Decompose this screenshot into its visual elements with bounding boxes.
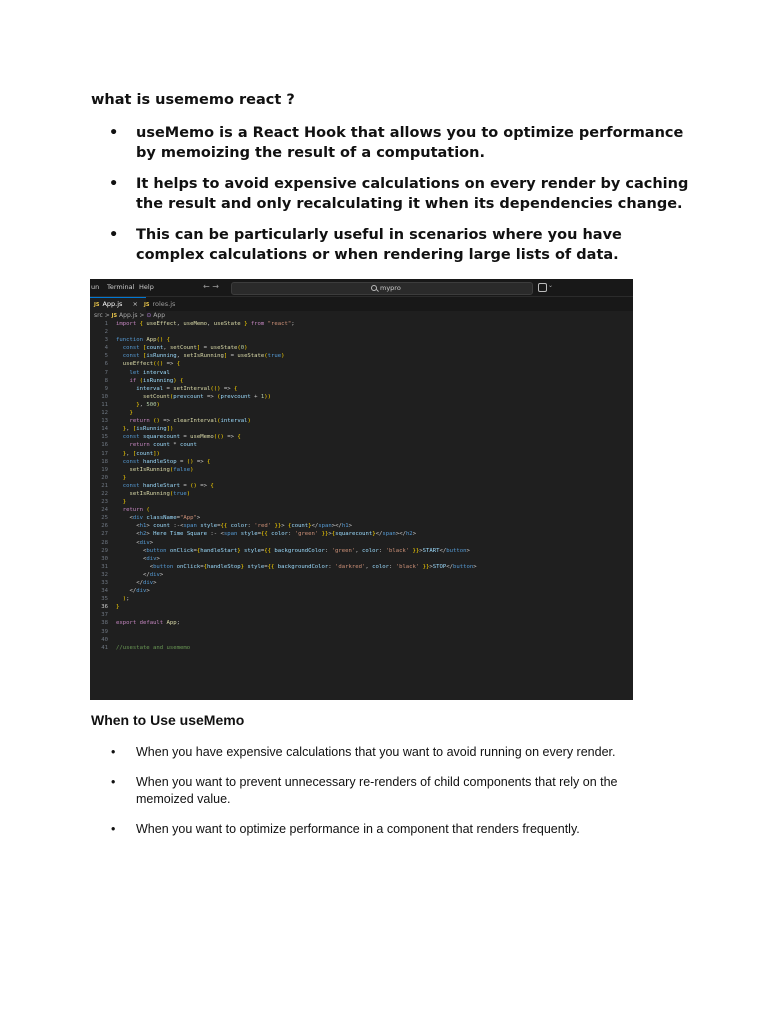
- code-line: [90, 498, 633, 506]
- code-text: import { useEffect, useMemo, useState } from "react";: [116, 321, 295, 327]
- code-line: [90, 352, 633, 360]
- list-item: [91, 124, 691, 163]
- line-number: 39: [101, 628, 108, 635]
- list-item: [91, 774, 651, 809]
- list-item: [91, 744, 651, 762]
- code-text: <button onClick={handleStop} style={{ backgroundColor: 'darkred', color: 'black' }}>STOP</button>: [149, 563, 477, 570]
- code-line: [90, 619, 633, 627]
- code-text: const [isRunning, setIsRunning] = useState(true): [122, 353, 285, 360]
- code-text: </div>: [129, 588, 150, 595]
- code-text: );: [122, 596, 130, 603]
- code-line: [90, 563, 633, 571]
- list-item-text: useMemo is a React Hook that allows you to optimize performance by memoizing the result of a computation.: [136, 125, 684, 161]
- intro-bullet-list: [91, 124, 691, 277]
- code-line: [90, 555, 633, 563]
- code-line: [90, 611, 633, 619]
- code-text: //usestate and usememo: [116, 644, 191, 651]
- line-number: 5: [104, 353, 108, 360]
- code-line: [90, 482, 633, 490]
- code-line: [90, 409, 633, 417]
- bullet-icon: •: [109, 176, 119, 192]
- code-text: let interval: [129, 369, 170, 376]
- code-text: }: [122, 499, 127, 506]
- code-text: return () => clearInterval(interval): [129, 418, 251, 425]
- line-number: 9: [104, 385, 108, 392]
- code-line: [90, 425, 633, 433]
- code-text: <h2> Here Time Square :- <span style={{ color: 'green' }}>{squarecount}</span></h2>: [136, 531, 417, 538]
- line-number: 6: [104, 361, 108, 368]
- code-line: [90, 474, 633, 482]
- code-text: <h1> count :-<span style={{ color: 'red' }}> {count}</span></h1>: [136, 523, 353, 530]
- line-number: 37: [101, 612, 108, 619]
- line-number: 13: [101, 418, 108, 425]
- list-item-text: When you want to prevent unnecessary re-renders of child components that rely on the memoized value.: [136, 774, 618, 806]
- usage-bullet-list: [91, 744, 651, 850]
- code-line: [90, 377, 633, 385]
- bullet-icon: •: [111, 821, 116, 836]
- code-line: [90, 547, 633, 555]
- code-line: [90, 539, 633, 547]
- line-number: 7: [104, 369, 108, 376]
- list-item-text: This can be particularly useful in scenarios where you have complex calculations or when rendering large lists of data.: [136, 227, 622, 263]
- code-text: }, 500): [136, 401, 160, 408]
- code-line: [90, 320, 633, 328]
- code-area: [90, 320, 633, 652]
- code-line: [90, 490, 633, 498]
- breadcrumb-file: App.js: [119, 312, 138, 319]
- code-text: useEffect(() => {: [122, 361, 181, 368]
- code-text: const handleStart = () => {: [122, 482, 214, 489]
- code-text: interval = setInterval(() => {: [136, 385, 238, 392]
- line-number: 19: [101, 466, 108, 473]
- breadcrumb: [94, 312, 165, 319]
- line-number: 31: [101, 563, 108, 570]
- code-line: [90, 530, 633, 538]
- code-line: [90, 433, 633, 441]
- line-number: 2: [104, 329, 108, 336]
- tab-label: App.js: [102, 300, 123, 308]
- code-line: [90, 450, 633, 458]
- line-number: 30: [101, 555, 108, 562]
- line-number: 17: [101, 450, 108, 457]
- menu-item-run: un: [91, 283, 100, 291]
- code-editor-screenshot: [90, 279, 633, 700]
- list-item-text: It helps to avoid expensive calculations on every render by caching the result and only recalculating it when its dependencies change.: [136, 176, 689, 212]
- code-text: <div>: [136, 539, 154, 546]
- breadcrumb-symbol: App: [153, 312, 166, 319]
- line-number: 12: [101, 410, 108, 417]
- page-title: what is usememo react ?: [91, 92, 295, 108]
- code-line: [90, 393, 633, 401]
- code-line: [90, 360, 633, 368]
- chevron-down-icon: ⌄: [548, 282, 554, 289]
- code-text: </div>: [142, 571, 164, 578]
- code-text: <div>: [142, 555, 160, 562]
- code-text: <div className="App">: [129, 515, 201, 522]
- code-text: </div>: [136, 580, 157, 586]
- line-number: 8: [104, 377, 108, 384]
- code-line: [90, 595, 633, 603]
- nav-arrows-icon: ← →: [203, 282, 219, 291]
- list-item: [91, 821, 651, 839]
- search-text: mypro: [380, 284, 401, 292]
- code-text: return count * count: [129, 442, 197, 449]
- code-line: [90, 628, 633, 636]
- line-number: 18: [101, 458, 108, 465]
- code-text: setIsRunning(false): [129, 466, 194, 473]
- line-number: 16: [101, 442, 108, 449]
- code-line: [90, 417, 633, 425]
- command-center-search: [231, 282, 533, 295]
- code-line: [90, 571, 633, 579]
- code-line: [90, 514, 633, 522]
- code-text: export default App;: [116, 620, 181, 627]
- line-number: 22: [101, 490, 108, 497]
- line-number: 41: [101, 644, 108, 651]
- bullet-icon: •: [109, 227, 119, 243]
- code-line: [90, 506, 633, 514]
- line-number: 27: [101, 531, 108, 538]
- line-number: 26: [101, 523, 108, 530]
- code-line: [90, 466, 633, 474]
- code-text: }: [116, 604, 120, 611]
- line-number: 34: [101, 588, 108, 595]
- tab-app-js: [90, 297, 146, 311]
- tab-label: roles.js: [152, 300, 176, 308]
- line-number: 4: [104, 345, 108, 352]
- bullet-icon: •: [111, 774, 116, 789]
- copilot-icon: [538, 283, 547, 292]
- code-line: [90, 385, 633, 393]
- search-icon: [371, 285, 377, 291]
- code-line: [90, 587, 633, 595]
- line-number: 1: [104, 321, 108, 327]
- code-text: function App() {: [116, 337, 170, 344]
- line-number: 38: [101, 620, 108, 627]
- list-item-text: When you want to optimize performance in a component that renders frequently.: [136, 821, 580, 836]
- code-line: [90, 401, 633, 409]
- line-number: 11: [101, 401, 108, 408]
- breadcrumb-separator: >: [139, 312, 145, 319]
- js-file-icon: JS: [144, 302, 150, 308]
- code-line: [90, 636, 633, 644]
- breadcrumb-folder: src: [94, 312, 103, 319]
- code-text: }: [129, 410, 133, 417]
- line-number: 10: [101, 393, 108, 400]
- line-number: 24: [101, 507, 108, 514]
- code-text: const squarecount = useMemo(() => {: [122, 434, 241, 441]
- line-number: 40: [101, 636, 108, 643]
- code-text: const handleStop = () => {: [122, 458, 211, 465]
- line-number: 29: [101, 547, 108, 554]
- menu-item-help: Help: [139, 283, 154, 291]
- code-line: [90, 644, 633, 652]
- breadcrumb-separator: >: [104, 312, 110, 319]
- code-text: }: [122, 474, 127, 481]
- js-file-icon: JS: [111, 313, 118, 319]
- code-line: [90, 328, 633, 336]
- line-number: 33: [101, 580, 108, 586]
- line-number: 21: [101, 482, 108, 489]
- js-file-icon: JS: [94, 302, 100, 308]
- bullet-icon: •: [109, 125, 119, 141]
- code-text: setIsRunning(true): [129, 490, 191, 497]
- code-line: [90, 603, 633, 611]
- code-line: [90, 458, 633, 466]
- editor-tab-bar: [90, 297, 633, 311]
- line-number: 20: [101, 474, 108, 481]
- line-number: 15: [101, 434, 108, 441]
- code-line: [90, 441, 633, 449]
- list-item: [91, 175, 691, 214]
- line-number: 35: [101, 596, 108, 603]
- code-text: setCount(prevcount => (prevcount + 1)): [142, 393, 272, 400]
- code-line: [90, 522, 633, 530]
- list-item: [91, 226, 691, 265]
- line-number: 25: [101, 515, 108, 522]
- menu-item-terminal: Terminal: [107, 283, 135, 291]
- bullet-icon: •: [111, 745, 116, 759]
- code-line: [90, 344, 633, 352]
- tab-roles-js: [144, 297, 194, 311]
- code-line: [90, 369, 633, 377]
- code-text: <button onClick={handleStart} style={{ backgroundColor: 'green', color: 'black' }}>START</button>: [142, 547, 470, 554]
- close-icon: ×: [132, 300, 138, 308]
- line-number: 3: [104, 337, 108, 344]
- menu-bar: [90, 279, 633, 297]
- line-number: 23: [101, 499, 108, 506]
- code-line: [90, 336, 633, 344]
- code-text: return (: [122, 507, 150, 514]
- code-text: if (isRunning) {: [129, 377, 184, 384]
- line-number: 14: [101, 426, 108, 433]
- symbol-icon: ⊙: [146, 312, 152, 319]
- section-heading: When to Use useMemo: [91, 712, 245, 728]
- code-text: }, [isRunning]): [122, 426, 174, 433]
- line-number: 32: [101, 571, 108, 578]
- line-number: 28: [101, 539, 108, 546]
- code-line: [90, 579, 633, 587]
- line-number: 36: [101, 604, 108, 611]
- list-item-text: When you have expensive calculations that you want to avoid running on every render.: [136, 745, 616, 759]
- code-text: }, [count]): [122, 450, 160, 457]
- code-text: const [count, setCount] = useState(0): [122, 345, 248, 352]
